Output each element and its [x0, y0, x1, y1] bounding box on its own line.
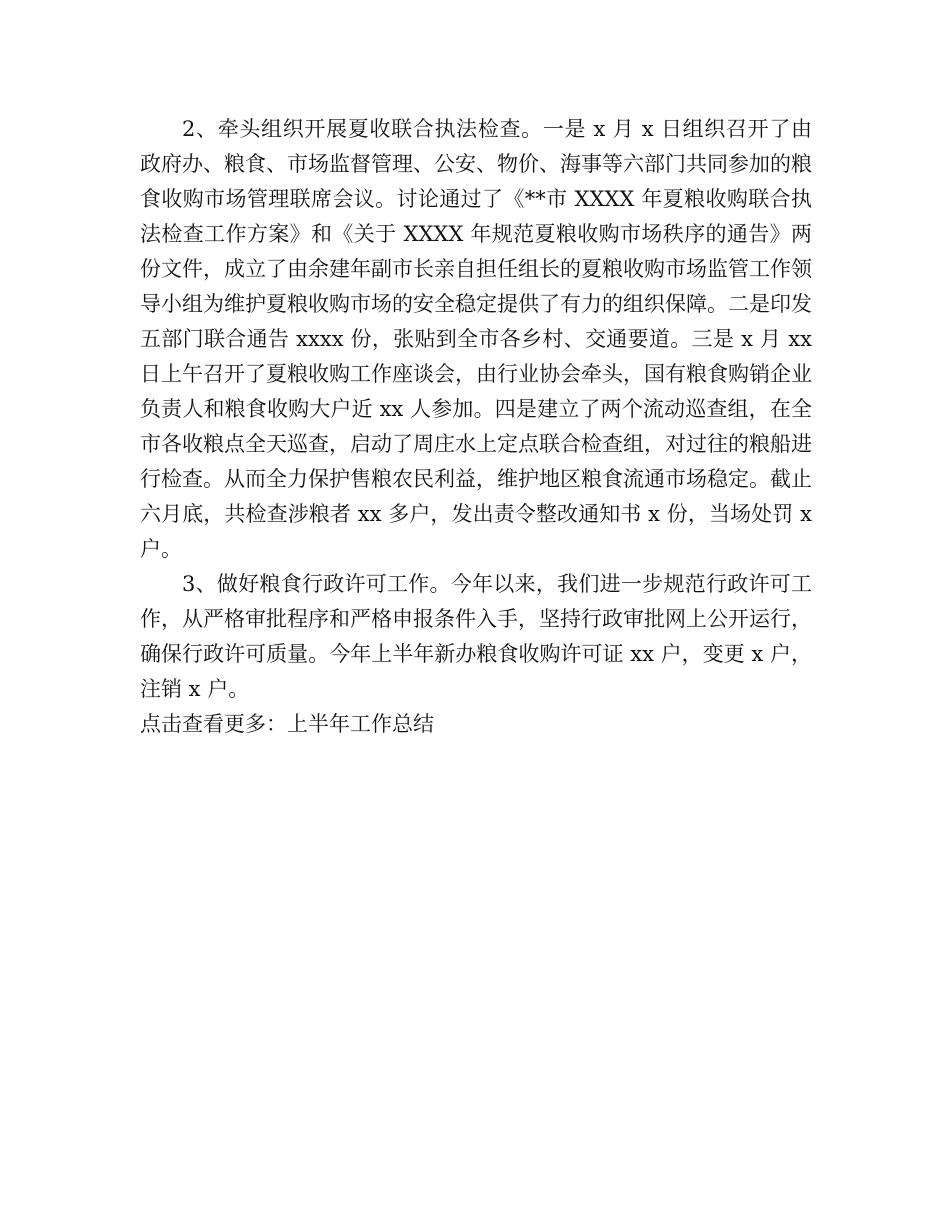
paragraph-administrative-licensing: 3、做好粮食行政许可工作。今年以来，我们进一步规范行政许可工作，从严格审批程序和严格申报条件入手，坚持行政审批网上公开运行，确保行政许可质量。今年上半年新办粮食收购许可证 xx 户，变更 x 户，注销 x 户。	[140, 572, 812, 701]
paragraph-summer-harvest-enforcement: 2、牵头组织开展夏收联合执法检查。一是 x 月 x 日组织召开了由政府办、粮食、市场监督管理、公安、物价、海事等六部门共同参加的粮食收购市场管理联席会议。讨论通过了《**市 XXXX 年夏粮收购联合执法检查工作方案》和《关于 XXXX 年规范夏粮收购市场秩序的通告》两份文件，成立了由余建年副市长亲自担任组长的夏粮收购市场监管工作领导小组为维护夏粮收购市场的安全稳定提供了有力的组织保障。二是印发五部门联合通告 xxxx 份，张贴到全市各乡村、交通要道。三是 x 月 xx 日上午召开了夏粮收购工作座谈会，由行业协会牵头，国有粮食购销企业负责人和粮食收购大户近 xx 人参加。四是建立了两个流动巡查组，在全市各收粮点全天巡查，启动了周庄水上定点联合检查组，对过往的粮船进行检查。从而全力保护售粮农民利益，维护地区粮食流通市场稳定。截止六月底，共检查涉粮者 xx 多户，发出责令整改通知书 x 份，当场处罚 x 户。	[140, 117, 812, 561]
document-body	[140, 112, 812, 742]
more-link[interactable]: 点击查看更多：上半年工作总结	[140, 712, 434, 736]
